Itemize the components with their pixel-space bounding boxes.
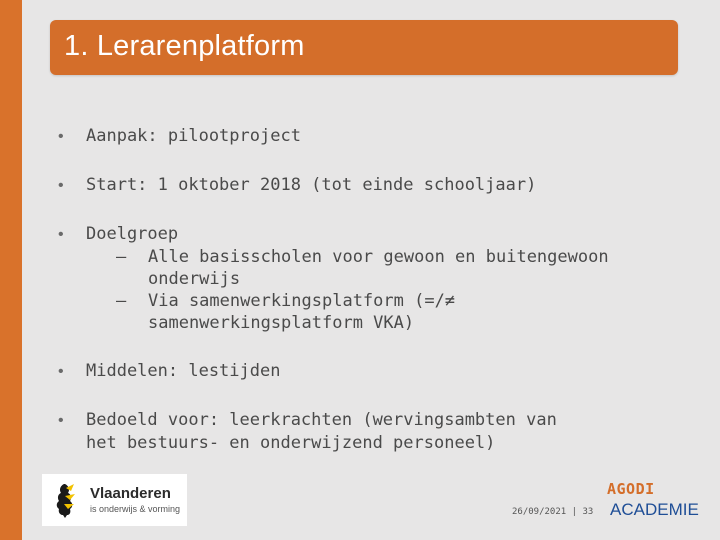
bullet-dot: •: [58, 177, 64, 194]
title-bar: [50, 20, 678, 75]
date-page-number: 26/09/2021 | 33: [512, 507, 594, 517]
academie-brand: ACADEMIE: [610, 500, 699, 519]
logo-subtitle: is onderwijs & vorming: [90, 504, 181, 514]
bullet-text: Doelgroep: [86, 224, 179, 244]
sub-bullet-item: [116, 246, 698, 290]
sub-bullet-line: samenwerkingsplatform VKA): [148, 313, 415, 333]
flemish-lion-icon: [50, 480, 84, 520]
agodi-brand: AGODI: [607, 480, 655, 498]
sub-bullet-line: Alle basisscholen voor gewoon en buitengewoon: [148, 247, 609, 267]
sub-bullet-dash: –: [116, 291, 127, 311]
sub-bullet-dash: –: [116, 247, 127, 267]
slide-title: 1. Lerarenplatform: [64, 30, 305, 62]
sub-bullet-item: [116, 290, 698, 334]
bullet-item: [58, 360, 698, 383]
bullet-text: Start: 1 oktober 2018 (tot einde schooljaar): [86, 175, 537, 195]
sub-bullet-line: onderwijs: [148, 269, 241, 289]
bullet-dot: •: [58, 412, 64, 429]
bullet-text-line2: het bestuurs- en onderwijzend personeel): [86, 433, 496, 453]
bullet-text: Middelen: lestijden: [86, 361, 281, 381]
bullet-item: [58, 409, 698, 455]
bullet-item: [58, 223, 698, 334]
bullet-dot: •: [58, 128, 64, 145]
bullet-dot: •: [58, 226, 64, 243]
bullet-list: [58, 125, 698, 455]
bullet-text: Aanpak: pilootproject: [86, 126, 301, 146]
bullet-dot: •: [58, 363, 64, 380]
left-accent-stripe: [0, 0, 22, 540]
bullet-item: [58, 174, 698, 197]
sub-bullet-line: Via samenwerkingsplatform (=/≠: [148, 291, 456, 311]
vlaanderen-logo: [42, 474, 187, 526]
bullet-text: Bedoeld voor: leerkrachten (wervingsambten van: [86, 410, 557, 430]
bullet-item: [58, 125, 698, 148]
logo-name: Vlaanderen: [90, 485, 171, 502]
